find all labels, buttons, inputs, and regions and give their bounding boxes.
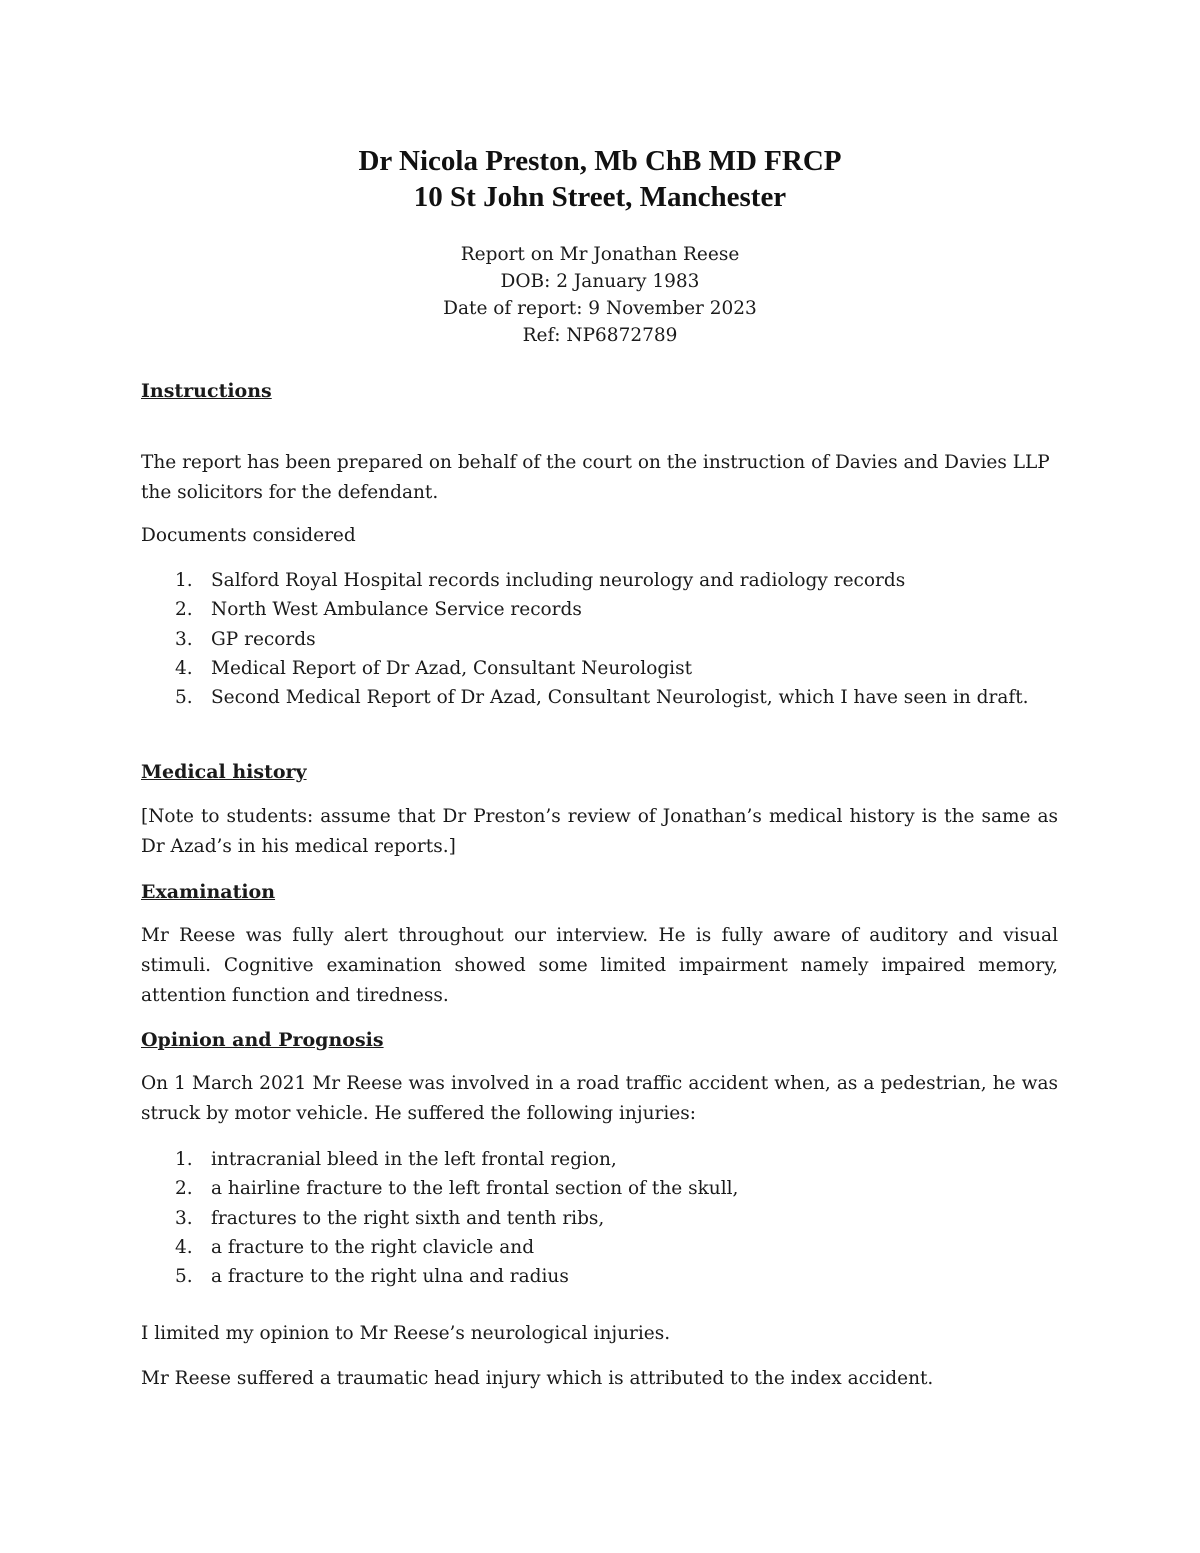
conclusion-paragraph: Mr Reese suffered a traumatic head injury which is attributed to the index accident. <box>141 1368 934 1389</box>
list-item <box>141 1174 1058 1203</box>
date-of-birth: DOB: 2 January 1983 <box>500 271 700 292</box>
opinion-paragraph: On 1 March 2021 Mr Reese was involved in a road traffic accident when, as a pedestrian, he was struck by motor vehicle. He suffered the following injuries: <box>141 1073 1058 1124</box>
examination-paragraph: Mr Reese was fully alert throughout our interview. He is fully aware of auditory and visual stimuli. Cognitive examination showed some limited impairment namely impaired memory, attention function and tiredness. <box>141 925 1058 1006</box>
documents-label: Documents considered <box>141 525 356 546</box>
list-item <box>141 625 1058 654</box>
list-text: a fracture to the right ulna and radius <box>211 1266 569 1288</box>
documents-list <box>141 566 1058 712</box>
author-address-title: 10 St John Street, Manchester <box>413 181 787 213</box>
list-item <box>141 1145 1058 1174</box>
medical-history-heading: Medical history <box>141 761 307 783</box>
list-number: 2. <box>175 1178 193 1200</box>
list-text: GP records <box>211 628 316 650</box>
list-number: 2. <box>175 599 193 621</box>
list-item <box>141 683 1058 712</box>
list-text: Salford Royal Hospital records including neurology and radiology records <box>211 570 906 591</box>
instructions-paragraph: The report has been prepared on behalf of the court on the instruction of Davies and Davies LLP the solicitors for the defendant. <box>141 452 1050 503</box>
limited-opinion-paragraph: I limited my opinion to Mr Reese’s neurological injuries. <box>141 1323 671 1344</box>
list-number: 1. <box>175 1149 193 1170</box>
list-number: 5. <box>175 1266 193 1288</box>
list-item <box>141 1262 1058 1291</box>
report-subject: Report on Mr Jonathan Reese <box>460 244 740 265</box>
opinion-heading: Opinion and Prognosis <box>141 1029 384 1051</box>
author-name-title: Dr Nicola Preston, Mb ChB MD FRCP <box>358 145 842 177</box>
list-item <box>141 1204 1058 1233</box>
report-date: Date of report: 9 November 2023 <box>443 298 757 319</box>
list-number: 4. <box>175 1236 193 1258</box>
list-number: 3. <box>175 628 193 650</box>
list-number: 5. <box>175 687 193 709</box>
medical-history-paragraph: [Note to students: assume that Dr Preston’s review of Jonathan’s medical history is the same as Dr Azad’s in his medical reports.] <box>141 806 1058 857</box>
examination-heading: Examination <box>141 881 276 903</box>
list-text: North West Ambulance Service records <box>211 599 582 621</box>
list-text: Medical Report of Dr Azad, Consultant Neurologist <box>211 657 693 679</box>
instructions-heading: Instructions <box>141 380 272 402</box>
list-item <box>141 654 1058 683</box>
list-item <box>141 595 1058 624</box>
reference-number: Ref: NP6872789 <box>522 325 678 346</box>
list-number: 4. <box>175 657 193 679</box>
list-number: 1. <box>175 570 193 591</box>
list-text: a fracture to the right clavicle and <box>211 1236 535 1258</box>
list-text: a hairline fracture to the left frontal section of the skull, <box>211 1178 739 1200</box>
injuries-list <box>141 1145 1058 1291</box>
list-item <box>141 566 1058 595</box>
list-text: intracranial bleed in the left frontal region, <box>211 1149 617 1170</box>
list-number: 3. <box>175 1207 193 1229</box>
list-text: Second Medical Report of Dr Azad, Consultant Neurologist, which I have seen in draft. <box>211 687 1029 709</box>
list-text: fractures to the right sixth and tenth ribs, <box>211 1207 605 1229</box>
list-item <box>141 1233 1058 1262</box>
